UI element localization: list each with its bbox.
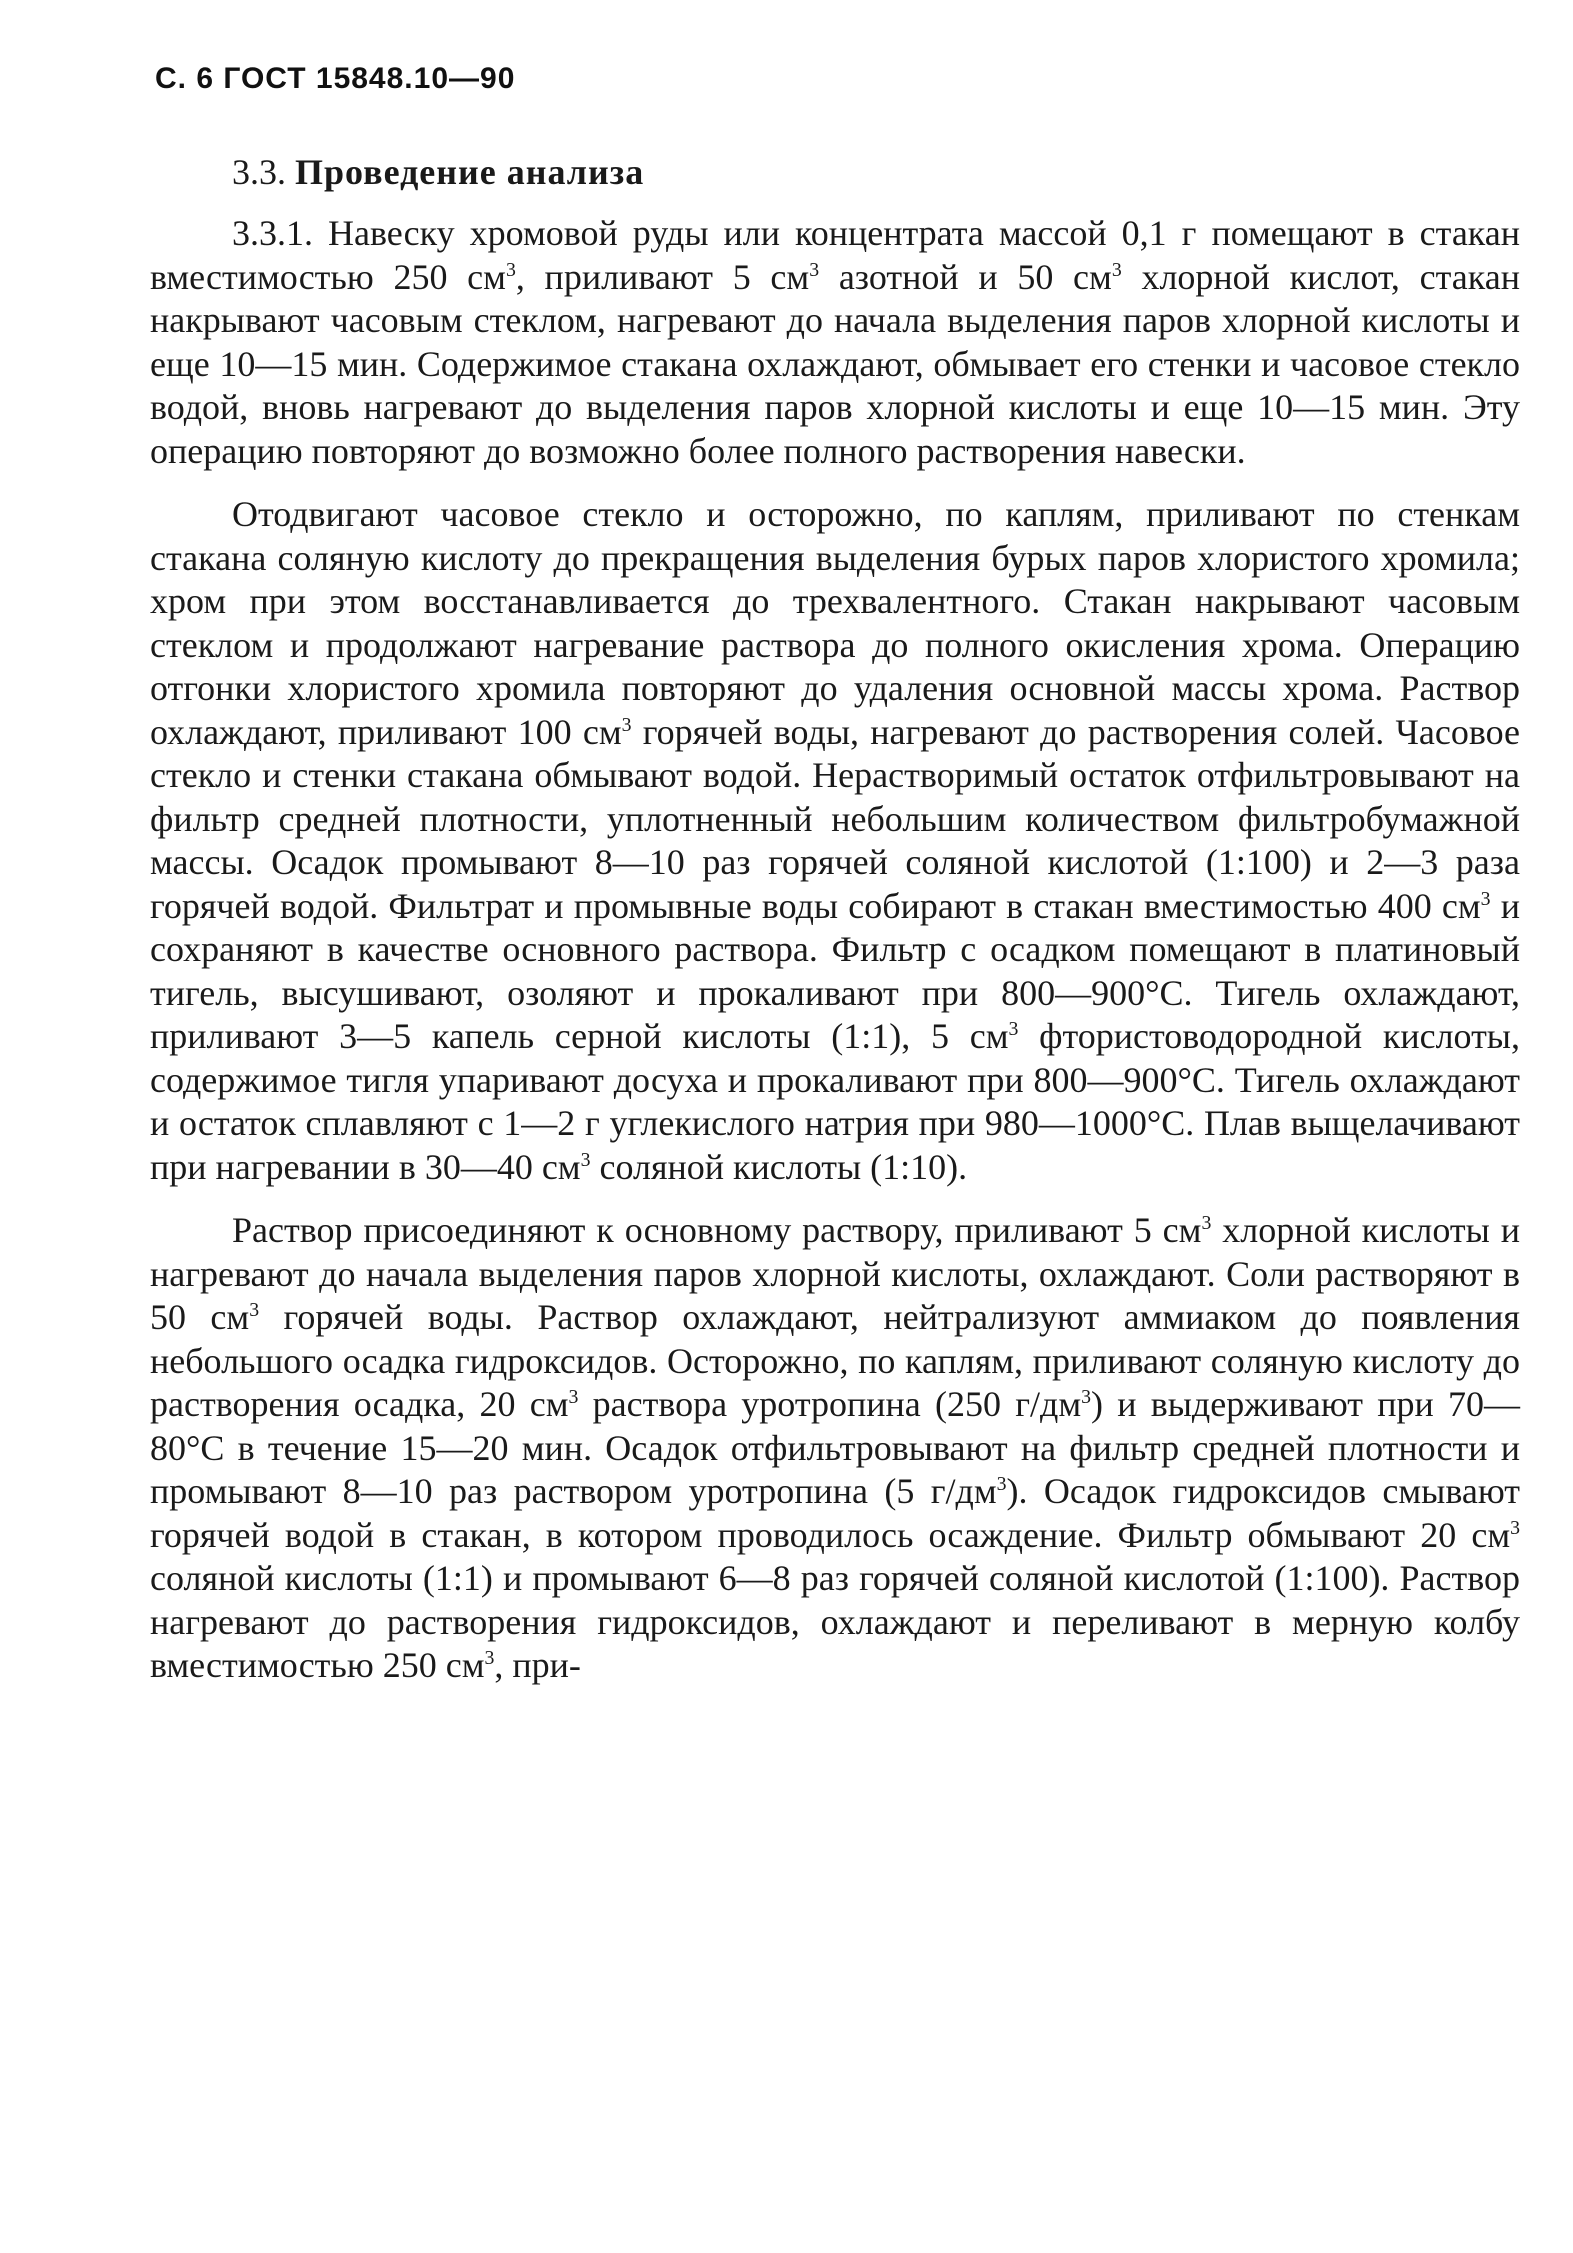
text-run: , приливают 5 см xyxy=(515,256,810,297)
superscript: 3 xyxy=(568,1386,579,1408)
text-run: Раствор присоединяют к основному раствору, приливают 5 см xyxy=(232,1210,1202,1250)
text-run: и сохраняют в качестве основного раствора. Фильтр с осадком помещают в платиновый тигель, высушивают, озоляют и прокаливают при 800—900°С. Тигель охлаждают, приливают 3—5 капель серной кислоты (1:1), 5 см xyxy=(150,885,1520,1056)
text-run: ). Осадок гидроксидов смывают горячей водой в стакан, в котором проводилось осаждение. Фильтр обмывают 20 см xyxy=(150,1471,1521,1555)
text-run: азотной и 50 см xyxy=(819,256,1112,297)
text-run: горячей воды, нагревают до растворения солей. Часовое стекло и стенки стакана обмывают водой. Нерастворимый остаток отфильтровывают на фильтр средней плотности, уплотненный небольшим количеством фильтробумажной массы. Осадок промывают 8—10 раз горячей соляной кислотой (1:100) и 2—3 раза горячей водой. Фильтрат и промывные воды собирают в стакан вместимостью 400 см xyxy=(150,711,1520,926)
paragraph-3-3-1 xyxy=(150,212,1520,473)
section-title: Проведение анализа xyxy=(295,152,645,192)
text-run: ) и выдерживают при 70—80°С в течение 15—20 мин. Осадок отфильтровывают на фильтр средней плотности и промывают 8—10 раз раствором уротропина (5 г/дм xyxy=(150,1384,1521,1511)
superscript: 3 xyxy=(484,1647,495,1669)
superscript: 3 xyxy=(1480,887,1491,910)
superscript: 3 xyxy=(580,1148,591,1171)
document-body xyxy=(150,150,1520,1708)
superscript: 3 xyxy=(249,1299,260,1321)
paragraph-chromium-removal xyxy=(150,493,1520,1189)
section-number: 3.3. xyxy=(232,152,286,192)
text-run: 3.3.1. Навеску хромовой руды или концентрата массой 0,1 г помещают в стакан вместимостью 250 см xyxy=(150,213,1520,297)
superscript: 3 xyxy=(996,1473,1007,1495)
text-run: соляной кислоты (1:1) и промывают 6—8 раз горячей соляной кислотой (1:100). Раствор нагревают до растворения гидроксидов, охлаждают и переливают в мерную колбу вместимостью 250 см xyxy=(150,1558,1520,1685)
paragraph-precipitation xyxy=(150,1209,1520,1688)
text-run: , при- xyxy=(494,1645,581,1685)
text-run: хлорной кислоты и нагревают до начала выделения паров хлорной кислоты, охлаждают. Соли растворяют в 50 см xyxy=(150,1210,1520,1337)
superscript: 3 xyxy=(1111,258,1122,281)
text-run: фтористоводородной кислоты, содержимое тигля упаривают досуха и прокаливают при 800—900°С. Тигель охлаждают и остаток сплавляют с 1—2 г углекислого натрия при 980—1000°С. Плав выщелачивают при нагревании в 30—40 см xyxy=(150,1016,1520,1187)
superscript: 3 xyxy=(1510,1516,1520,1539)
section-heading xyxy=(232,150,1520,194)
text-run: соляной кислоты (1:10). xyxy=(590,1146,968,1187)
superscript: 3 xyxy=(1081,1386,1091,1408)
superscript: 3 xyxy=(809,258,820,281)
superscript: 3 xyxy=(505,258,516,281)
superscript: 3 xyxy=(1201,1212,1212,1234)
text-run: раствора уротропина (250 г/дм xyxy=(578,1384,1082,1424)
running-header: С. 6 ГОСТ 15848.10—90 xyxy=(155,62,516,95)
text-run: Отодвигают часовое стекло и осторожно, по каплям, приливают по стенкам стакана соляную кислоту до прекращения выделения бурых паров хлористого хромила; хром при этом восстанавливается до трехвалентного. Стакан накрывают часовым стеклом и продолжают нагревание раствора до полного окисления хрома. Операцию отгонки хлористого хромила повторяют до удаления основной массы хрома. Раствор охлаждают, приливают 100 см xyxy=(150,494,1520,752)
superscript: 3 xyxy=(1008,1018,1019,1040)
text-run: хлорной кислот, стакан накрывают часовым стеклом, нагревают до начала выделения паров хлорной кислоты и еще 10—15 мин. Содержимое стакана охлаждают, обмывает его стенки и часовое стекло водой, вновь нагревают до выделения паров хлорной кислоты и еще 10—15 мин. Эту операцию повторяют до возможно более полного растворения навески. xyxy=(150,256,1520,471)
text-run: горячей воды. Раствор охлаждают, нейтрализуют аммиаком до появления небольшого осадка гидроксидов. Осторожно, по каплям, приливают соляную кислоту до растворения осадка, 20 см xyxy=(150,1297,1520,1424)
superscript: 3 xyxy=(621,713,632,736)
